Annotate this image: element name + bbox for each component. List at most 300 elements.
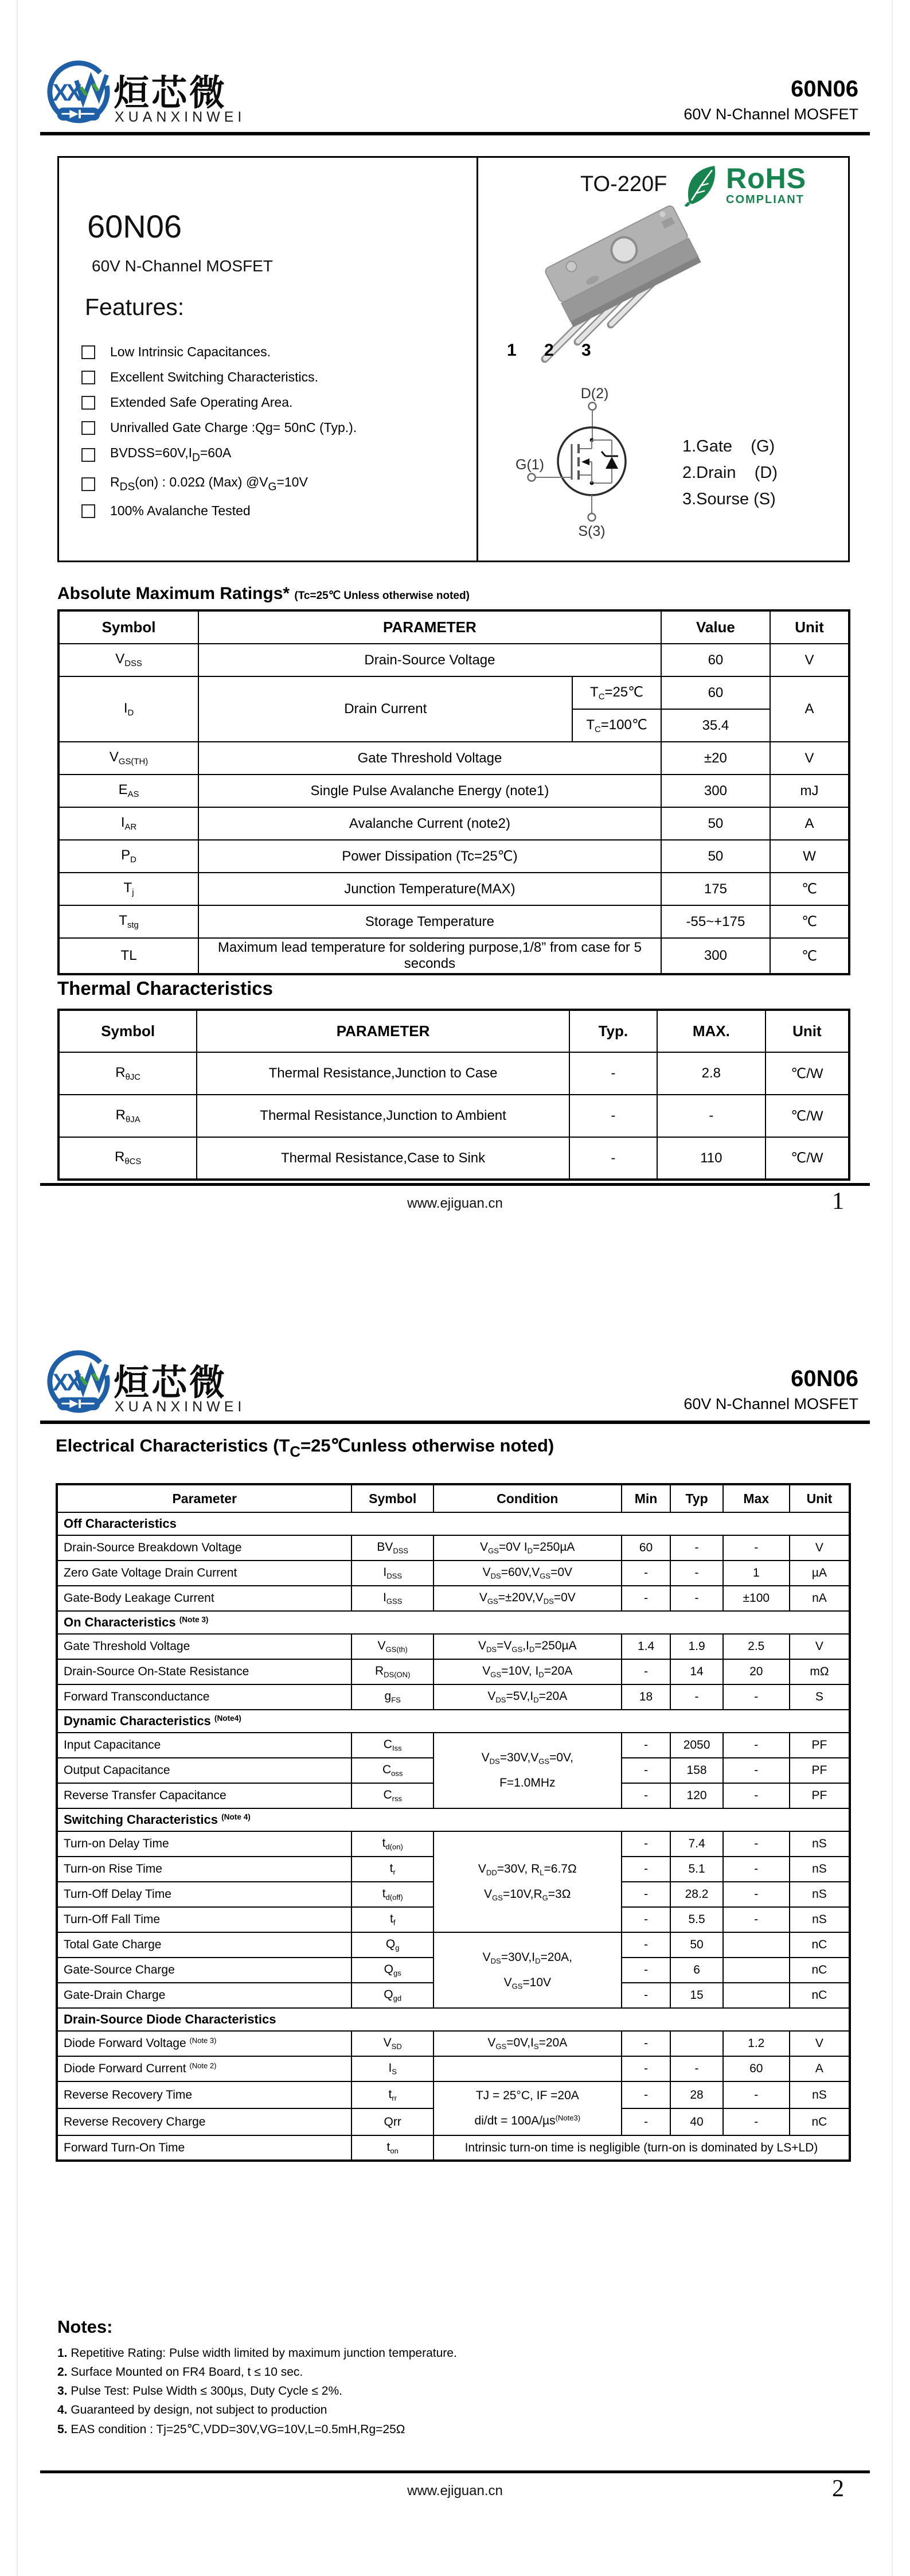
notes-list xyxy=(57,2347,803,2442)
note-item xyxy=(57,2365,803,2379)
feature-text: 100% Avalanche Tested xyxy=(110,503,251,519)
symbol-cell: $t_{d(off)}$ xyxy=(351,1882,433,1907)
col-header: Value xyxy=(661,610,770,644)
symbol-cell: $I_{GSS}$ xyxy=(351,1586,433,1611)
typ-cell: - xyxy=(670,1535,722,1561)
unit-cell: V xyxy=(790,2031,850,2056)
section-row xyxy=(57,1512,850,1535)
parameter-cell: Output Capacitance xyxy=(57,1758,351,1783)
typ-cell: 28.2 xyxy=(670,1882,722,1907)
unit-cell: ℃ xyxy=(770,905,849,938)
symbol-cell: $t_{d(on)}$ xyxy=(351,1831,433,1857)
feature-item xyxy=(81,474,408,494)
symbol-cell: $I_S$ xyxy=(351,2056,433,2081)
unit-cell: V xyxy=(770,742,849,775)
value-cell: 300 xyxy=(661,938,770,974)
min-cell: - xyxy=(622,2056,671,2081)
condition-cell: $T_C=100℃$ xyxy=(572,709,661,742)
footer-url: www.ejiguan.cn xyxy=(407,1196,503,1211)
col-header: Max xyxy=(723,1484,790,1512)
checkbox-icon xyxy=(81,345,95,359)
table-row xyxy=(58,873,849,905)
typ-cell: 1.9 xyxy=(670,1634,722,1659)
section-row xyxy=(57,1710,850,1733)
col-header: Typ. xyxy=(569,1010,657,1052)
parameter-cell: Turn-Off Fall Time xyxy=(57,1907,351,1932)
feature-text: Excellent Switching Characteristics. xyxy=(110,369,319,384)
note-text: Surface Mounted on FR4 Board, t ≤ 10 sec. xyxy=(67,2365,303,2379)
symbol-cell: $R_{DS(ON)}$ xyxy=(351,1659,433,1684)
min-cell: - xyxy=(622,2031,671,2056)
typ-cell: 5.1 xyxy=(670,1857,722,1882)
brand-logo-icon xyxy=(45,1347,112,1417)
brand-name-en: XUANXINWEI xyxy=(115,1399,246,1415)
parameter-cell: Thermal Resistance,Junction to Ambient xyxy=(197,1095,569,1137)
condition-cell: $V_{DS}=5V,I_D=20A$ xyxy=(433,1684,622,1710)
symbol-cell: $E_{AS}$ xyxy=(58,775,198,807)
parameter-cell: Forward Turn-On Time xyxy=(57,2135,351,2161)
feature-item xyxy=(81,395,408,410)
note-item xyxy=(57,2422,803,2437)
unit-cell: S xyxy=(790,1684,850,1710)
typ-cell: 50 xyxy=(670,1932,722,1958)
unit-cell: A xyxy=(790,2056,850,2081)
table-row xyxy=(57,1586,850,1611)
header-rule xyxy=(40,132,870,135)
pin-legend-source: 3.Sourse (S) xyxy=(682,490,776,508)
min-cell: - xyxy=(622,2081,671,2108)
unit-cell: nA xyxy=(790,1586,850,1611)
parameter-cell: Gate-Body Leakage Current xyxy=(57,1586,351,1611)
col-header: Symbol xyxy=(58,1010,197,1052)
unit-cell: nS xyxy=(790,1907,850,1932)
feature-text: Low Intrinsic Capacitances. xyxy=(110,344,271,359)
symbol-cell: $C_{oss}$ xyxy=(351,1758,433,1783)
max-cell: ±100 xyxy=(723,1586,790,1611)
package-name: TO-220F xyxy=(580,172,667,196)
max-cell: - xyxy=(723,2081,790,2108)
note-item xyxy=(57,2384,803,2398)
min-cell: - xyxy=(622,1907,671,1932)
section-label-cell: Drain-Source Diode Characteristics xyxy=(57,2008,850,2031)
symbol-cell: $V_{DSS}$ xyxy=(58,644,198,676)
svg-text:XX: XX xyxy=(52,1369,80,1396)
max-cell: - xyxy=(723,1733,790,1758)
table-header-row xyxy=(57,1484,850,1512)
col-header: Min xyxy=(622,1484,671,1512)
symbol-cell: Qrr xyxy=(351,2108,433,2135)
footer-rule xyxy=(40,1183,870,1186)
doc-subtitle: 60V N-Channel MOSFET xyxy=(684,1395,858,1412)
unit-cell: A xyxy=(770,807,849,840)
typ-cell: - xyxy=(569,1052,657,1095)
feature-item xyxy=(81,445,408,465)
min-cell: - xyxy=(622,1733,671,1758)
parameter-cell: Drain-Source Breakdown Voltage xyxy=(57,1535,351,1561)
note-number: 5. xyxy=(57,2423,68,2436)
table-header-row xyxy=(58,1010,849,1052)
unit-cell: V xyxy=(790,1535,850,1561)
symbol-cell: $Q_g$ xyxy=(351,1932,433,1958)
condition-cell: Intrinsic turn-on time is negligible (turn-on is dominated by LS+LD) xyxy=(433,2135,850,2161)
typ-cell: 6 xyxy=(670,1958,722,1983)
max-cell: 1.2 xyxy=(723,2031,790,2056)
checkbox-icon xyxy=(81,504,95,518)
feature-item xyxy=(81,369,408,385)
product-subtitle: 60V N-Channel MOSFET xyxy=(92,257,273,275)
unit-cell: nS xyxy=(790,1831,850,1857)
feature-item xyxy=(81,420,408,435)
condition-cell: $V_{DD}=30V$, $R_L=6.7\Omega$ $V_{GS}=10V,R_G=3\Omega$ xyxy=(433,1831,622,1932)
symbol-cell: $t_f$ xyxy=(351,1907,433,1932)
min-cell: - xyxy=(622,1783,671,1808)
typ-cell: 158 xyxy=(670,1758,722,1783)
note-text: Pulse Test: Pulse Width ≤ 300µs, Duty Cycle ≤ 2%. xyxy=(67,2384,342,2398)
symbol-cell: $R_{\theta JA}$ xyxy=(58,1095,197,1137)
parameter-cell: Gate-Drain Charge xyxy=(57,1983,351,2008)
unit-cell: A xyxy=(770,676,849,742)
parameter-cell: Reverse Recovery Time xyxy=(57,2081,351,2108)
table-row xyxy=(58,1095,849,1137)
max-cell: - xyxy=(723,1684,790,1710)
doc-subtitle: 60V N-Channel MOSFET xyxy=(684,106,858,123)
feature-item xyxy=(81,344,408,360)
parameter-cell: Drain Current xyxy=(198,676,572,742)
part-number: 60N06 xyxy=(791,76,858,102)
symbol-cell: $V_{GS(TH)}$ xyxy=(58,742,198,775)
schematic-drain-label: D(2) xyxy=(580,386,609,402)
parameter-cell: Forward Transconductance xyxy=(57,1684,351,1710)
unit-cell: ℃/W xyxy=(766,1052,849,1095)
typ-cell: 2050 xyxy=(670,1733,722,1758)
pin-legend-gate: 1.Gate (G) xyxy=(682,437,775,456)
condition-cell: $V_{GS}=10V$, $I_D=20A$ xyxy=(433,1659,622,1684)
unit-cell: ℃/W xyxy=(766,1137,849,1180)
note-number: 4. xyxy=(57,2403,68,2417)
table-row xyxy=(57,1535,850,1561)
unit-cell: V xyxy=(770,644,849,676)
parameter-cell: Turn-Off Delay Time xyxy=(57,1882,351,1907)
parameter-cell: Turn-on Rise Time xyxy=(57,1857,351,1882)
condition-cell: $V_{DS}=60V,V_{GS}=0V$ xyxy=(433,1561,622,1586)
col-header: MAX. xyxy=(657,1010,766,1052)
thermal-title: Thermal Characteristics xyxy=(57,978,274,999)
table-row xyxy=(57,1733,850,1758)
parameter-cell: Junction Temperature(MAX) xyxy=(198,873,661,905)
max-cell xyxy=(723,1932,790,1958)
parameter-cell: Turn-on Delay Time xyxy=(57,1831,351,1857)
table-row xyxy=(57,1932,850,1958)
elec-table xyxy=(56,1483,851,2162)
max-cell: - xyxy=(723,1857,790,1882)
max-cell: - xyxy=(723,1758,790,1783)
condition-cell: $V_{GS}=0V$ $I_D=250\mu A$ xyxy=(433,1535,622,1561)
symbol-cell: $V_{GS(th)}$ xyxy=(351,1634,433,1659)
unit-cell: ℃ xyxy=(770,938,849,974)
parameter-cell: Gate Threshold Voltage xyxy=(57,1634,351,1659)
max-cell: - xyxy=(723,1831,790,1857)
abs-max-title-note: (Tc=25℃ Unless otherwise noted) xyxy=(294,590,470,602)
condition-cell: $T_C=25℃$ xyxy=(572,676,661,709)
table-row xyxy=(57,1659,850,1684)
symbol-cell: $V_{SD}$ xyxy=(351,2031,433,2056)
min-cell: - xyxy=(622,1857,671,1882)
table-row xyxy=(57,1684,850,1710)
parameter-cell: Zero Gate Voltage Drain Current xyxy=(57,1561,351,1586)
brand-name-cn: 烜芯微 xyxy=(114,1363,228,1403)
min-cell: - xyxy=(622,1831,671,1857)
max-cell: - xyxy=(723,1535,790,1561)
feature-text: $R_{DS}(on)$ : 0.02Ω (Max) $@V_G=10V$ xyxy=(110,474,308,493)
max-cell: 1 xyxy=(723,1561,790,1586)
page-number: 2 xyxy=(832,2476,844,2502)
min-cell: - xyxy=(622,1586,671,1611)
col-header: Symbol xyxy=(58,610,198,644)
section-label-cell: On Characteristics $^{(Note 3)}$ xyxy=(57,1611,850,1634)
condition-cell xyxy=(433,2056,622,2081)
value-cell: 175 xyxy=(661,873,770,905)
product-part-number: 60N06 xyxy=(87,208,182,244)
unit-cell: mJ xyxy=(770,775,849,807)
typ-cell xyxy=(670,2031,722,2056)
unit-cell: nS xyxy=(790,2081,850,2108)
notes-title: Notes: xyxy=(57,2317,113,2337)
typ-cell: 7.4 xyxy=(670,1831,722,1857)
checkbox-icon xyxy=(81,371,95,384)
section-label-cell: Dynamic Characteristics $^{(Note4)}$ xyxy=(57,1710,850,1733)
unit-cell: PF xyxy=(790,1783,850,1808)
symbol-cell: $I_{AR}$ xyxy=(58,807,198,840)
note-number: 3. xyxy=(57,2384,68,2398)
abs-max-title xyxy=(57,584,470,604)
table-row xyxy=(57,2081,850,2108)
brand-logo-icon xyxy=(45,57,112,127)
note-text: Guaranteed by design, not subject to production xyxy=(67,2403,327,2417)
condition-cell: $V_{GS}=0V,I_S=20A$ xyxy=(433,2031,622,2056)
max-cell: - xyxy=(723,2108,790,2135)
pin-legend xyxy=(682,437,778,516)
note-text: Repetitive Rating: Pulse width limited by maximum junction temperature. xyxy=(67,2347,457,2360)
feature-text: Extended Safe Operating Area. xyxy=(110,395,293,410)
abs-max-title-main: Absolute Maximum Ratings* xyxy=(57,584,290,603)
unit-cell: nS xyxy=(790,1857,850,1882)
min-cell: - xyxy=(622,1983,671,2008)
table-row xyxy=(58,742,849,775)
max-cell: 60 xyxy=(723,2056,790,2081)
brand-name-en: XUANXINWEI xyxy=(115,109,246,125)
typ-cell: 28 xyxy=(670,2081,722,2108)
table-header-row xyxy=(58,610,849,644)
value-cell: 300 xyxy=(661,775,770,807)
min-cell: - xyxy=(622,1561,671,1586)
symbol-cell: $Q_{gs}$ xyxy=(351,1958,433,1983)
typ-cell: - xyxy=(569,1095,657,1137)
max-cell: 2.5 xyxy=(723,1634,790,1659)
checkbox-icon xyxy=(81,396,95,410)
typ-cell: 40 xyxy=(670,2108,722,2135)
feature-text: $BVDSS=60V,I_D=60A$ xyxy=(110,445,232,464)
max-cell xyxy=(723,1983,790,2008)
symbol-cell: $I_D$ xyxy=(58,676,198,742)
schematic-source-label: S(3) xyxy=(578,523,606,539)
symbol-cell: $t_{on}$ xyxy=(351,2135,433,2161)
checkbox-icon xyxy=(81,477,95,491)
condition-cell: TJ = 25°C, IF =20A di/dt = 100A/µs$^{(Note3)}$ xyxy=(433,2081,622,2135)
abs-max-table xyxy=(57,609,850,975)
value-cell: -55~+175 xyxy=(661,905,770,938)
condition-cell: $V_{DS}=V_{GS},I_D=250\mu A$ xyxy=(433,1634,622,1659)
table-row xyxy=(57,1831,850,1857)
note-number: 2. xyxy=(57,2365,68,2379)
footer-rule xyxy=(40,2470,870,2473)
symbol-cell: $T_j$ xyxy=(58,873,198,905)
schematic-gate-label: G(1) xyxy=(515,457,544,473)
parameter-cell: Avalanche Current (note2) xyxy=(198,807,661,840)
table-row xyxy=(58,1052,849,1095)
unit-cell: ℃/W xyxy=(766,1095,849,1137)
parameter-cell: Diode Forward Current $^{(Note 2)}$ xyxy=(57,2056,351,2081)
unit-cell: W xyxy=(770,840,849,873)
symbol-cell: $t_{rr}$ xyxy=(351,2081,433,2108)
table-row xyxy=(58,1137,849,1180)
rohs-leaf-icon xyxy=(684,164,721,207)
unit-cell: nC xyxy=(790,1983,850,2008)
svg-text:XX: XX xyxy=(52,79,80,106)
min-cell: - xyxy=(622,1958,671,1983)
table-row xyxy=(58,676,849,709)
parameter-cell: Reverse Recovery Charge xyxy=(57,2108,351,2135)
min-cell: - xyxy=(622,1659,671,1684)
table-row xyxy=(58,807,849,840)
typ-cell: - xyxy=(670,1684,722,1710)
section-row xyxy=(57,1611,850,1634)
parameter-cell: Input Capacitance xyxy=(57,1733,351,1758)
feature-text: Unrivalled Gate Charge :Qg= 50nC (Typ.). xyxy=(110,420,357,435)
col-header: Unit xyxy=(790,1484,850,1512)
typ-cell: 14 xyxy=(670,1659,722,1684)
value-cell: 50 xyxy=(661,840,770,873)
max-cell: - xyxy=(723,1907,790,1932)
unit-cell: PF xyxy=(790,1733,850,1758)
col-header: Unit xyxy=(766,1010,849,1052)
checkbox-icon xyxy=(81,421,95,435)
unit-cell: nC xyxy=(790,2108,850,2135)
max-cell: 20 xyxy=(723,1659,790,1684)
parameter-cell: Maximum lead temperature for soldering purpose,1/8” from case for 5 seconds xyxy=(198,938,661,974)
box-divider xyxy=(477,158,478,561)
symbol-cell: $t_r$ xyxy=(351,1857,433,1882)
symbol-cell: $g_{FS}$ xyxy=(351,1684,433,1710)
symbol-cell: $C_{rss}$ xyxy=(351,1783,433,1808)
parameter-cell: Single Pulse Avalanche Energy (note1) xyxy=(198,775,661,807)
parameter-cell: Drain-Source On-State Resistance xyxy=(57,1659,351,1684)
parameter-cell: Thermal Resistance,Case to Sink xyxy=(197,1137,569,1180)
parameter-cell: Power Dissipation (Tc=25℃) xyxy=(198,840,661,873)
table-row xyxy=(58,775,849,807)
min-cell: 18 xyxy=(622,1684,671,1710)
unit-cell: ℃ xyxy=(770,873,849,905)
max-cell: 110 xyxy=(657,1137,766,1180)
parameter-cell: Diode Forward Voltage $^{(Note 3)}$ xyxy=(57,2031,351,2056)
unit-cell: PF xyxy=(790,1758,850,1783)
col-header: Symbol xyxy=(351,1484,433,1512)
parameter-cell: Total Gate Charge xyxy=(57,1932,351,1958)
unit-cell: V xyxy=(790,1634,850,1659)
symbol-cell: $R_{\theta JC}$ xyxy=(58,1052,197,1095)
table-row xyxy=(58,644,849,676)
max-cell: 2.8 xyxy=(657,1052,766,1095)
value-cell: 50 xyxy=(661,807,770,840)
table-row xyxy=(58,938,849,974)
section-label-cell: Off Characteristics xyxy=(57,1512,850,1535)
package-pin-numbers: 1 2 3 xyxy=(507,341,603,360)
min-cell: - xyxy=(622,1758,671,1783)
feature-item xyxy=(81,503,408,519)
typ-cell: - xyxy=(569,1137,657,1180)
value-cell: ±20 xyxy=(661,742,770,775)
col-header: Typ xyxy=(670,1484,722,1512)
elec-title: Electrical Characteristics ($T_C=25℃unless$ otherwise noted) xyxy=(56,1435,554,1461)
col-header: PARAMETER xyxy=(197,1010,569,1052)
parameter-cell: Drain-Source Voltage xyxy=(198,644,661,676)
note-item xyxy=(57,2347,803,2360)
page-edge-right xyxy=(892,0,893,2576)
parameter-cell: Gate-Source Charge xyxy=(57,1958,351,1983)
unit-cell: µA xyxy=(790,1561,850,1586)
parameter-cell: Storage Temperature xyxy=(198,905,661,938)
typ-cell: - xyxy=(670,1586,722,1611)
rohs-label: RoHS xyxy=(726,162,807,194)
condition-cell: $V_{DS}=30V,I_D=20A$, $V_{GS}=10V$ xyxy=(433,1932,622,2008)
value-cell: 35.4 xyxy=(661,709,770,742)
pin-legend-drain: 2.Drain (D) xyxy=(682,464,778,482)
note-number: 1. xyxy=(57,2347,68,2360)
mosfet-schematic xyxy=(505,367,677,551)
header-rule xyxy=(40,1421,870,1424)
brand-name-cn: 烜芯微 xyxy=(114,73,228,113)
symbol-cell: $R_{\theta CS}$ xyxy=(58,1137,197,1180)
page-number: 1 xyxy=(832,1188,844,1215)
unit-cell: nC xyxy=(790,1958,850,1983)
symbol-cell: TL xyxy=(58,938,198,974)
page-edge-left xyxy=(17,0,18,2576)
value-cell: 60 xyxy=(661,644,770,676)
symbol-cell: $P_D$ xyxy=(58,840,198,873)
max-cell: - xyxy=(723,1882,790,1907)
value-cell: 60 xyxy=(661,676,770,709)
max-cell: - xyxy=(657,1095,766,1137)
parameter-cell: Gate Threshold Voltage xyxy=(198,742,661,775)
table-row xyxy=(57,2135,850,2161)
part-number: 60N06 xyxy=(791,1366,858,1391)
rohs-compliant-label: COMPLIANT xyxy=(726,193,804,206)
typ-cell: - xyxy=(670,1561,722,1586)
col-header: Parameter xyxy=(57,1484,351,1512)
min-cell: - xyxy=(622,2108,671,2135)
symbol-cell: $C_{Iss}$ xyxy=(351,1733,433,1758)
thermal-table xyxy=(57,1009,850,1181)
parameter-cell: Reverse Transfer Capacitance xyxy=(57,1783,351,1808)
min-cell: 60 xyxy=(622,1535,671,1561)
rohs-badge xyxy=(684,164,806,207)
features-list xyxy=(81,344,408,528)
condition-cell: $V_{GS}=\pm 20V,V_{DS}=0V$ xyxy=(433,1586,622,1611)
col-header: PARAMETER xyxy=(198,610,661,644)
table-row xyxy=(57,1634,850,1659)
min-cell: 1.4 xyxy=(622,1634,671,1659)
col-header: Unit xyxy=(770,610,849,644)
symbol-cell: $T_{stg}$ xyxy=(58,905,198,938)
